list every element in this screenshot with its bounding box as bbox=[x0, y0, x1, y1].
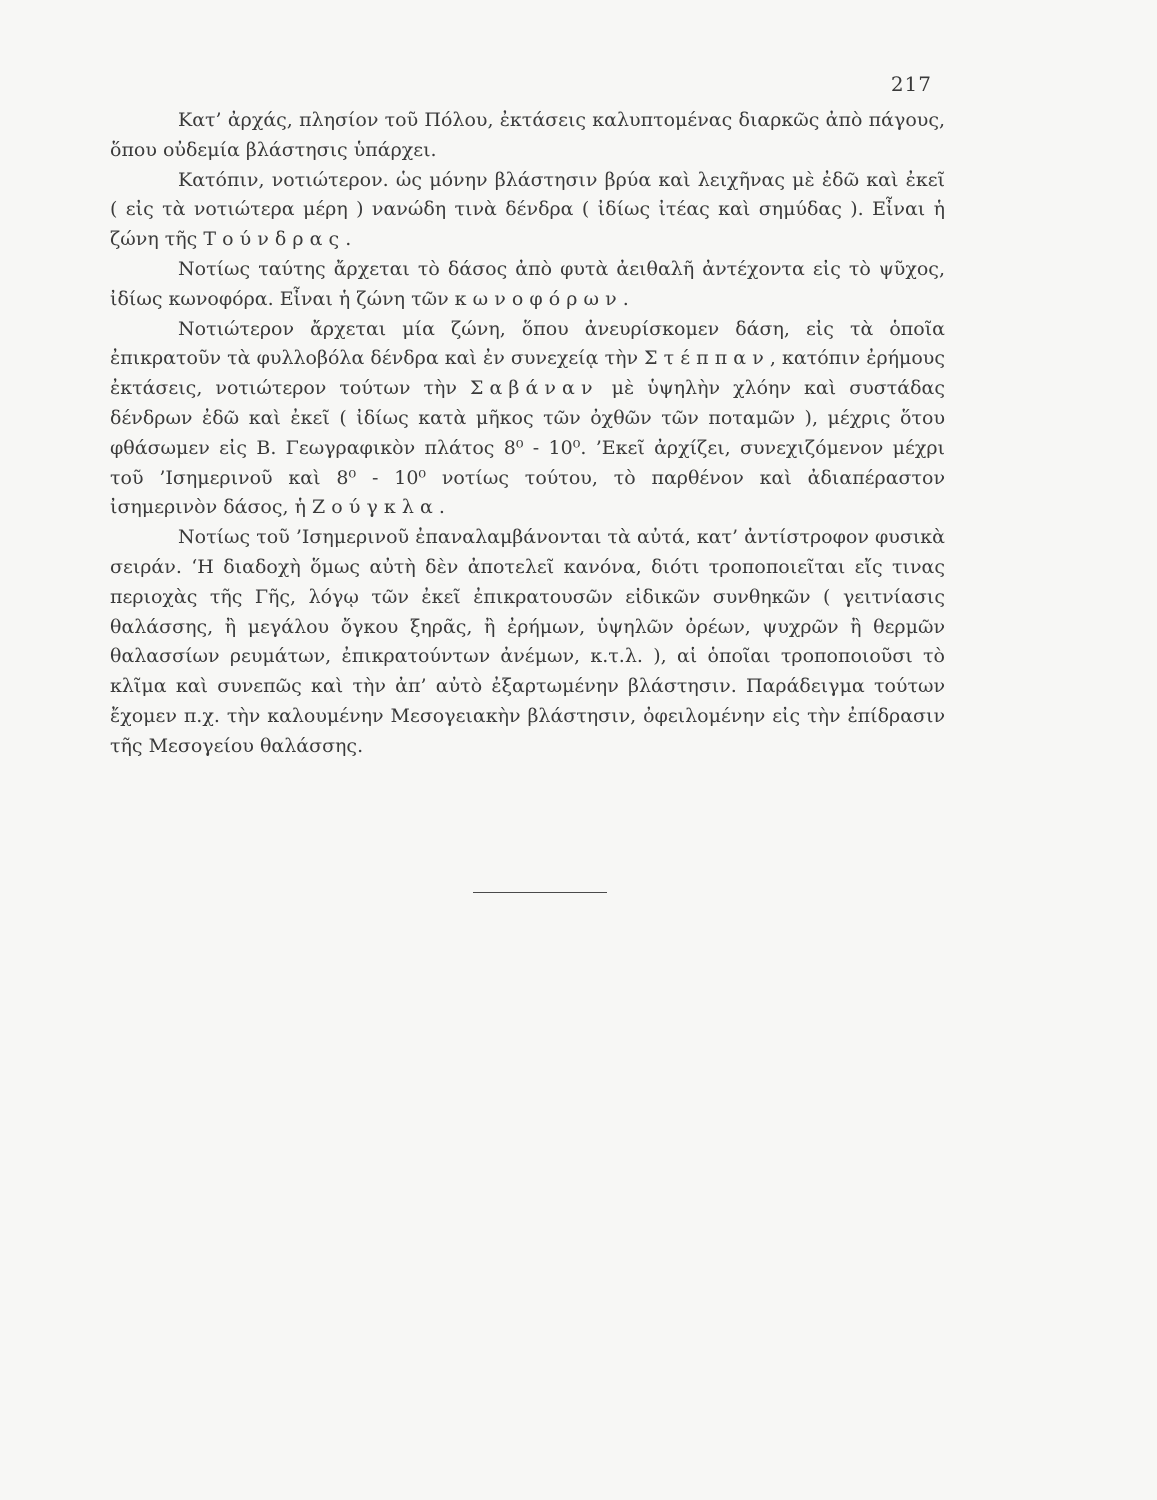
text-run: , κατόπιν ἐρήμους ἐκτάσεις, νοτιώτερον τούτων τὴν bbox=[110, 347, 945, 400]
paragraph bbox=[110, 255, 945, 315]
spaced-term: Ζούγκλα bbox=[312, 496, 439, 519]
text-run: Νοτιώτερον ἄρχεται μία ζώνη, ὅπου ἀνευρίσκομεν δάση, εἰς τὰ ὁποῖα ἐπικρατοῦν τὰ φυλλοβόλα δένδρα καὶ ἐν συνεχείᾳ τὴν bbox=[110, 317, 945, 370]
text-run: . bbox=[622, 287, 629, 310]
spaced-term: Στέππαν bbox=[644, 347, 770, 370]
text-run: . bbox=[345, 228, 352, 251]
text-run: μὲ ὑψηλὴν χλόην καὶ συστάδας δένδρων ἐδῶ καὶ ἐκεῖ ( ἰδίως κατὰ μῆκος τῶν ὀχθῶν τῶν ποταμῶν ), μέχρις ὅτου φθάσωμεν εἰς Β. Γεωγραφικὸν πλάτος 8⁰ - 10⁰. ’Εκεῖ ἀρχίζει, συνεχιζόμενον μέχρι τοῦ ’Ισημερινοῦ καὶ 8⁰ - 10⁰ νοτίως τούτου, τὸ παρθένον καὶ ἀδιαπέραστον ἰσημερινὸν δάσος, ἡ bbox=[110, 377, 945, 519]
paragraph bbox=[110, 106, 945, 166]
spaced-term: Σαβάναν bbox=[470, 377, 599, 400]
text-run: . bbox=[438, 496, 445, 519]
page-number: 217 bbox=[890, 72, 932, 96]
horizontal-rule bbox=[473, 892, 607, 893]
spaced-term: κωνοφόρων bbox=[454, 287, 623, 310]
text-run: Νοτίως ταύτης ἄρχεται τὸ δάσος ἀπὸ φυτὰ ἀειθαλῆ ἀντέχοντα εἰς τὸ ψῦχος, ἰδίως κωνοφόρα. Εἶναι ἡ ζώνη τῶν bbox=[110, 257, 945, 310]
paragraph bbox=[110, 523, 945, 761]
text-body bbox=[110, 106, 945, 762]
text-run: Νοτίως τοῦ ’Ισημερινοῦ ἐπαναλαμβάνονται τὰ αὐτά, κατ’ ἀντίστροφον φυσικὰ σειράν. ‘Η διαδοχὴ ὅμως αὐτὴ δὲν ἀποτελεῖ κανόνα, διότι τροποποιεῖται εἴς τινας περιοχὰς τῆς Γῆς, λόγῳ τῶν ἐκεῖ ἐπικρατουσῶν εἰδικῶν συνθηκῶν ( γειτνίασις θαλάσσης, ἢ μεγάλου ὄγκου ξηρᾶς, ἢ ἐρήμων, ὑψηλῶν ὀρέων, ψυχρῶν ἢ θερμῶν θαλασσίων ρευμάτων, ἐπικρατούντων ἀνέμων, κ.τ.λ. ), αἱ ὁποῖαι τροποποιοῦσι τὸ κλῖμα καὶ συνεπῶς καὶ τὴν ἀπ’ αὐτὸ ἐξαρτωμένην βλάστησιν. Παράδειγμα τούτων ἔχομεν π.χ. τὴν καλουμένην Μεσογειακὴν βλάστησιν, ὀφειλομένην εἰς τὴν ἐπίδρασιν τῆς Μεσογείου θαλάσσης. bbox=[110, 526, 945, 757]
text-run: Κατ’ ἀρχάς, πλησίον τοῦ Πόλου, ἐκτάσεις καλυπτομένας διαρκῶς ἀπὸ πάγους, ὅπου οὐδεμία βλάστησις ὑπάρχει. bbox=[110, 109, 945, 161]
paragraph bbox=[110, 315, 945, 524]
spaced-term: Τούνδρας bbox=[203, 228, 346, 251]
paragraph bbox=[110, 166, 945, 255]
text-run: Κατόπιν, νοτιώτερον. ὡς μόνην βλάστησιν βρύα καὶ λειχῆνας μὲ ἐδῶ καὶ ἐκεῖ ( εἰς τὰ νοτιώτερα μέρη ) νανώδη τινὰ δένδρα ( ἰδίως ἰτέας καὶ σημύδας ). Εἶναι ἡ ζώνη τῆς bbox=[110, 168, 945, 251]
